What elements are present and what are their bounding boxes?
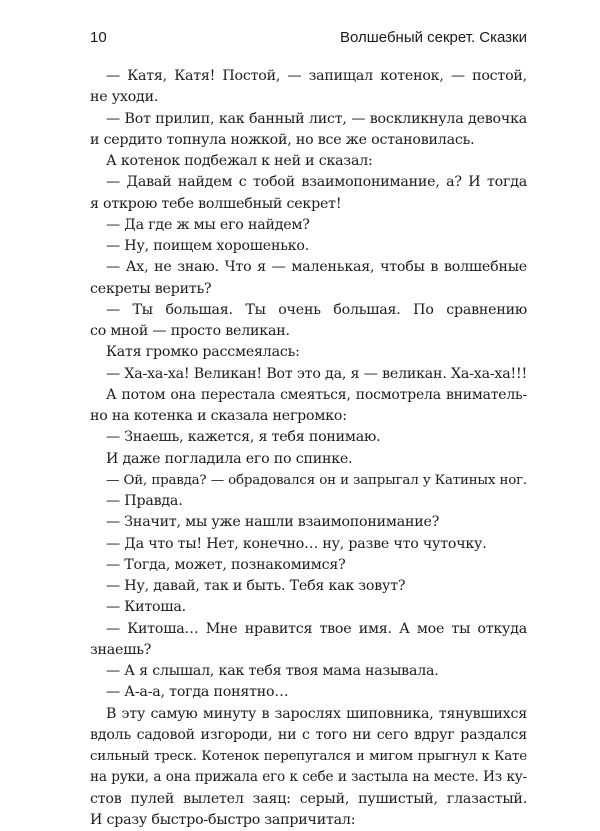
- text-line: И сразу быстро-быстро запричитал:: [90, 811, 356, 828]
- text-line: — А-а-а, тогда понятно…: [106, 684, 289, 701]
- text-line: — Вот прилип, как банный лист, — воскликнула девочка: [106, 110, 527, 127]
- text-line: на руки, а она прижала его к себе и застыла на месте. Из ку-: [90, 769, 527, 786]
- text-line: знаешь?: [90, 641, 152, 658]
- text-line: — Китоша… Мне нравится твое имя. А мое ты откуда: [106, 620, 527, 637]
- page-number: 10: [90, 29, 107, 46]
- text-line: вдоль садовой изгороди, ни с того ни сего вдруг раздался: [90, 726, 527, 743]
- text-line: но на котенка и сказала негромко:: [90, 408, 347, 424]
- text-line: И даже погладила его по спинке.: [106, 450, 353, 467]
- text-line: — Ой, правда? — обрадовался он и запрыгал у Катиных ног.: [106, 472, 527, 488]
- text-line: стов пулей вылетел заяц: серый, пушистый, глазастый.: [90, 790, 527, 807]
- text-line: секреты верить?: [90, 280, 212, 297]
- text-line: — Да что ты! Нет, конечно… ну, разве что чуточку.: [106, 535, 487, 552]
- text-line: — Правда.: [106, 493, 183, 509]
- text-line: — Значит, мы уже нашли взаимопонимание?: [106, 514, 440, 531]
- text-line: — Китоша.: [106, 599, 186, 616]
- text-line: — Ну, давай, так и быть. Тебя как зовут?: [106, 578, 406, 594]
- text-line: не уходи.: [90, 89, 159, 106]
- text-line: — Ха-ха-ха! Великан! Вот это да, я — великан. Ха-ха-ха!!!: [106, 365, 527, 382]
- page-header: [90, 29, 527, 49]
- text-line: — Знаешь, кажется, я тебя понимаю.: [106, 429, 381, 446]
- text-line: — Ты большая. Ты очень большая. По сравнению: [106, 301, 527, 318]
- text-line: сильный треск. Котенок перепугался и мигом прыгнул к Кате: [90, 749, 527, 764]
- text-line: — Давай найдем с тобой взаимопонимание, а? И тогда: [106, 174, 527, 191]
- text-line: А потом она перестала смеяться, посмотрела вниматель-: [106, 386, 527, 403]
- text-line: я открою тебе волшебный секрет!: [90, 195, 342, 212]
- text-line: — Тогда, может, познакомимся?: [106, 556, 346, 573]
- text-line: и сердито топнула ножкой, но все же остановилась.: [90, 131, 475, 148]
- text-line: со мной — просто великан.: [90, 323, 290, 339]
- text-line: — Катя, Катя! Постой, — запищал котенок, — постой,: [106, 68, 527, 84]
- text-line: — Ах, не знаю. Что я — маленькая, чтобы в волшебные: [106, 259, 527, 276]
- running-title: Волшебный секрет. Сказки: [339, 29, 527, 46]
- text-line: — А я слышал, как тебя твоя мама называла.: [106, 663, 439, 679]
- text-line: — Ну, поищем хорошенько.: [106, 238, 310, 254]
- story-text: [90, 66, 527, 831]
- text-line: А котенок подбежал к ней и сказал:: [106, 153, 373, 169]
- text-line: Катя громко рассмеялась:: [106, 344, 300, 361]
- text-line: — Да где ж мы его найдем?: [106, 216, 310, 233]
- text-line: В эту самую минуту в зарослях шиповника, тянувшихся: [106, 705, 527, 722]
